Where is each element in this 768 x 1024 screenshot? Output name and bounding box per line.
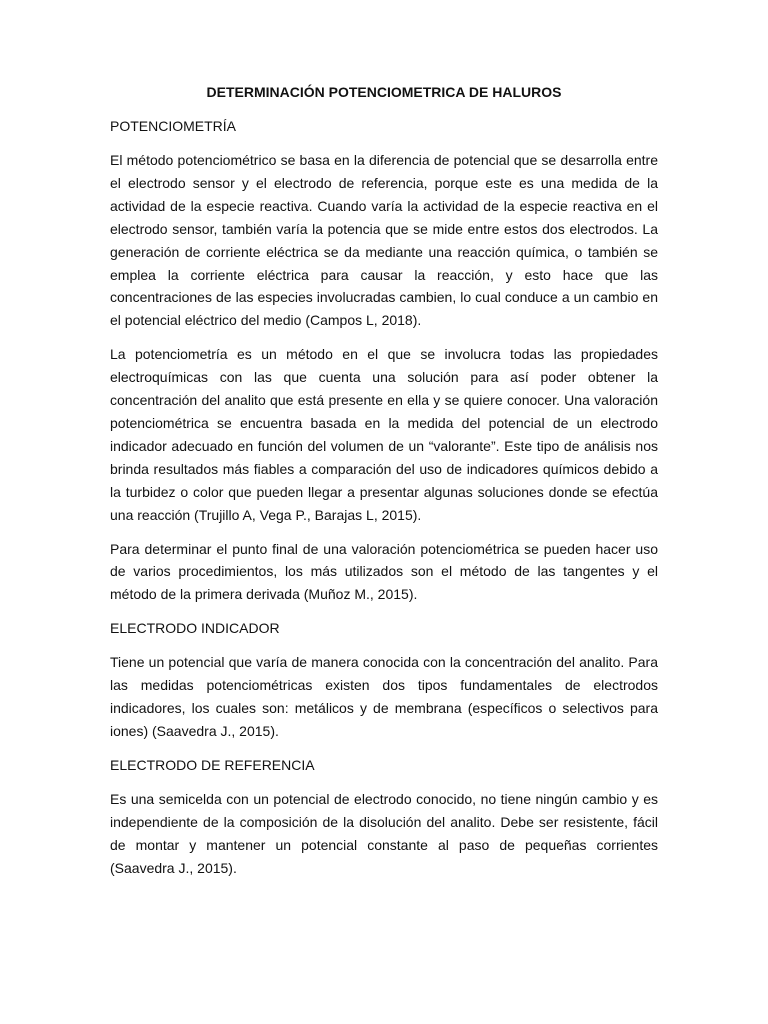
paragraph-potenciometria-metodo: La potenciometría es un método en el que se involucra todas las propiedades electroquímicas con las que cuenta una solución para así poder obtener la concentración del analito que está presente en ella y se quiere conocer. Una valoración potenciométrica se encuentra basada en la medida del potencial de un electrodo indicador adecuado en función del volumen de un “valorante”. Este tipo de análisis nos brinda resultados más fiables a comparación del uso de indicadores químicos debido a la turbidez o color que pueden llegar a presentar algunas soluciones donde se efectúa una reacción (Trujillo A, Vega P., Barajas L, 2015). [110,346,658,523]
paragraph-electrodo-referencia: Es una semicelda con un potencial de electrodo conocido, no tiene ningún cambio y es independiente de la composición de la disolución del analito. Debe ser resistente, fácil de montar y mantener un potencial constante al paso de pequeñas corrientes (Saavedra J., 2015). [110,790,658,876]
section-heading-electrodo-indicador: ELECTRODO INDICADOR [110,620,280,637]
section-heading-electrodo-referencia: ELECTRODO DE REFERENCIA [110,756,315,773]
document-page [110,80,658,890]
section-heading-potenciometria: POTENCIOMETRÍA [110,118,237,134]
paragraph-potenciometria-definicion: El método potenciométrico se basa en la diferencia de potencial que se desarrolla entre el electrodo sensor y el electrodo de referencia, porque este es una medida de la actividad de la especie reactiva. Cuando varía la actividad de la especie reactiva en el electrodo sensor, también varía la potencia que se mide entre estos dos electrodos. La generación de corriente eléctrica se da mediante una reacción química, o también se emplea la corriente eléctrica para causar la reacción, y esto hace que las concentraciones de las especies involucradas cambien, lo cual conduce a un cambio en el potencial eléctrico del medio (Campos L, 2018). [110,152,658,329]
document-title: DETERMINACIÓN POTENCIOMETRICA DE HALUROS [206,84,562,100]
paragraph-electrodo-indicador: Tiene un potencial que varía de manera conocida con la concentración del analito. Para las medidas potenciométricas existen dos tipos fundamentales de electrodos indicadores, los cuales son: metálicos y de membrana (específicos o selectivos para iones) (Saavedra J., 2015). [110,654,658,739]
paragraph-punto-final: Para determinar el punto final de una valoración potenciométrica se pueden hacer uso de varios procedimientos, los más utilizados son el método de las tangentes y el método de la primera derivada (Muñoz M., 2015). [110,540,658,603]
